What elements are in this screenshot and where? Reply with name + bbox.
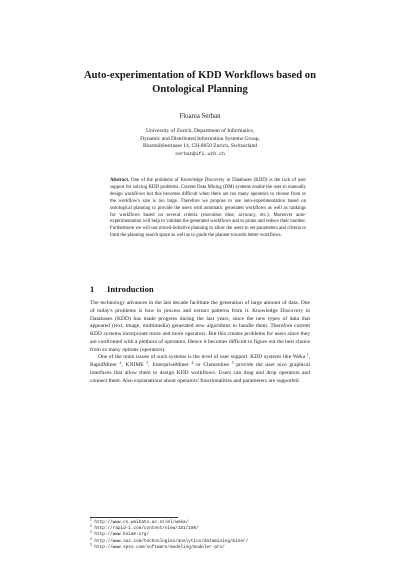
footnote-number: 4: [90, 536, 92, 541]
abstract: [110, 178, 306, 240]
affiliation-line: Binzmühlestrasse 14, CH-8050 Zurich, Switzerland: [143, 143, 257, 150]
paragraph-text: , RapidMiner: [90, 354, 310, 368]
footnote-ref: 2: [119, 361, 122, 365]
footnote-link[interactable]: http://www.sas.com/technologies/analytics/datamining/miner/: [94, 538, 249, 544]
paragraph: [90, 354, 310, 385]
paragraph-text: , EnterpriseMiner: [148, 362, 189, 368]
paragraph-text: One of the main issues of such systems is the level of user support. KDD systems like Weka: [98, 354, 306, 361]
paragraph-text: or Clementine: [193, 362, 229, 368]
footnote-ref: 4: [191, 361, 194, 365]
footnotes: [90, 520, 320, 551]
footnote-divider: [90, 517, 178, 518]
footnote-number: 5: [90, 542, 92, 547]
footnote: [90, 542, 320, 551]
abstract-text: One of the problems of Knowledge Discovery in Databases (KDD) is the lack of user support for solving KDD problems. Current Data Mining (DM) systems enable the user to manually design workflows but this becomes difficult when there are too many operators to choose from or the workflow's size is too large. Therefore we propose to use auto-experimentation based on ontological planning to provide the users with automatic generated workflows as well as rankings for workflows based on several criteria (execution time, accuracy, etc.). Moreover auto-experimentation will help to validate the generated workflows and to prune and reduce their number. Furthermore we will use mixed-initiative planning to allow the users to set parameters and criteria to limit the planning search space as well as to guide the planner towards better workflows.: [110, 178, 306, 239]
author-email: serban@ifi.uzh.ch: [175, 151, 225, 157]
footnote-link[interactable]: http://rapid-i.com/content/view/181/190/: [94, 526, 199, 532]
paragraph-text: , KNIME: [121, 362, 144, 368]
footnote-ref: 1: [306, 353, 309, 358]
footnote-number: 1: [90, 518, 92, 522]
paper-title: Auto-experimentation of KDD Workflows based on Ontological Planning: [84, 70, 316, 95]
footnote-number: 2: [90, 524, 92, 529]
footnote-number: 3: [90, 530, 92, 535]
section-number: 1: [90, 284, 95, 294]
footnote-ref: 3: [146, 361, 149, 365]
footnote-link[interactable]: http://www.spss.com/software/modeling/modeler-pro/: [94, 544, 225, 550]
introduction-body: [90, 300, 310, 385]
affiliation-line: University of Zurich, Department of Informatics,: [146, 128, 254, 134]
affiliation-block: [70, 128, 330, 158]
footnote-ref: 5: [231, 361, 234, 365]
section-heading: [90, 284, 330, 294]
abstract-label: Abstract.: [110, 178, 130, 183]
affiliation-line: Dynamic and Distributed Information Systems Group,: [140, 135, 260, 142]
paragraph-text: provide the user nice graphical interfaces that allow them to design KDD workflows. Users can drag and drop operators and connect them. Also explanations about operators' functionalities and parameters are supported.: [90, 362, 311, 384]
paragraph: The technology advances in the last decade facilitate the generation of large amount of data. One of today's problems is how to process and extract patterns from it. Knowledge Discovery in Databases (KDD) has made progress during the last years, since the new types of data that appeared (text, image, multimedia) generated new algorithms to handle them. Therefore current KDD systems incorporate more and more operators. But this creates problems for users since they are confronted with a plethora of operators. Hence it becomes difficult to figure out the best choice from so many options (operators).: [90, 300, 310, 353]
footnote-link[interactable]: http://www.cs.waikato.ac.nz/ml/weka/: [94, 520, 189, 525]
section-title: Introduction: [107, 284, 154, 294]
footnote-link[interactable]: http://www.knime.org/: [94, 532, 150, 538]
author-name: Floarea Serban: [179, 113, 221, 120]
